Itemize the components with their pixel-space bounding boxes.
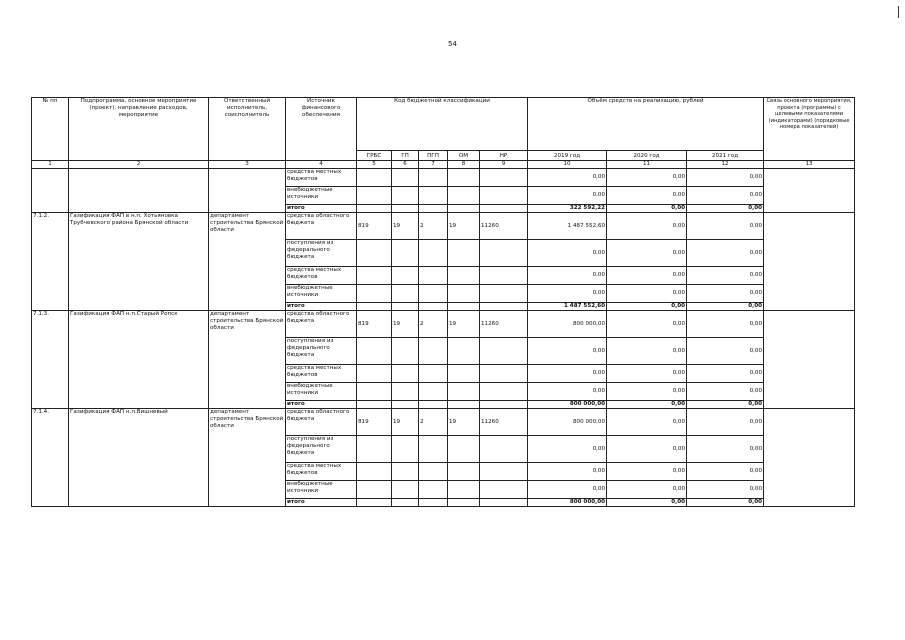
amount-2020: 0,00 — [607, 338, 687, 365]
amount-2021: 0,00 — [687, 169, 764, 187]
scan-edge-mark — [898, 6, 899, 18]
table-row — [32, 409, 855, 436]
header-executor: Ответственный исполнитель, соисполнитель — [209, 98, 286, 161]
column-number: 7 — [419, 161, 448, 169]
code-nr: 11260 — [480, 409, 528, 436]
amount-2020: 0,00 — [607, 463, 687, 481]
item-name: Газификация ФАП н.п.Вишневый — [69, 409, 209, 507]
amount-2020: 0,00 — [607, 436, 687, 463]
code-grbs: 819 — [357, 213, 392, 240]
code-pgp: 2 — [419, 213, 448, 240]
code-grbs: 819 — [357, 409, 392, 436]
amount-2020: 0,00 — [607, 169, 687, 187]
column-number: 2 — [69, 161, 209, 169]
source-cell: итого — [286, 499, 357, 507]
amount-2021: 0,00 — [687, 436, 764, 463]
amount-2019: 800 000,00 — [528, 401, 607, 409]
header-grbs: ГРБС — [357, 151, 392, 161]
column-number: 13 — [764, 161, 855, 169]
amount-2020: 0,00 — [607, 240, 687, 267]
amount-2021: 0,00 — [687, 285, 764, 303]
item-executor: департамент строительства Брянской области — [209, 409, 286, 507]
amount-2021: 0,00 — [687, 205, 764, 213]
source-cell: средства местных бюджетов — [286, 169, 357, 187]
column-number: 1 — [32, 161, 69, 169]
amount-2021: 0,00 — [687, 463, 764, 481]
source-cell: средства местных бюджетов — [286, 267, 357, 285]
header-om: ОМ — [448, 151, 480, 161]
header-year-2021: 2021 год — [687, 151, 764, 161]
code-gp: 19 — [392, 213, 419, 240]
item-name: Газификация ФАП н.п.Старый Ропск — [69, 311, 209, 409]
amount-2019: 0,00 — [528, 383, 607, 401]
column-number: 9 — [480, 161, 528, 169]
header-pgp: ПГП — [419, 151, 448, 161]
source-cell: итого — [286, 205, 357, 213]
amount-2021: 0,00 — [687, 338, 764, 365]
amount-2021: 0,00 — [687, 499, 764, 507]
amount-2020: 0,00 — [607, 213, 687, 240]
amount-2020: 0,00 — [607, 499, 687, 507]
table-row — [32, 169, 855, 187]
source-cell: средства областного бюджета — [286, 213, 357, 240]
item-name: Газификация ФАП в н.п. Хотьяновка Трубчевского района Брянской области — [69, 213, 209, 311]
column-number: 3 — [209, 161, 286, 169]
amount-2021: 0,00 — [687, 311, 764, 338]
amount-2019: 1 487 552,60 — [528, 213, 607, 240]
amount-2021: 0,00 — [687, 409, 764, 436]
source-cell: средства местных бюджетов — [286, 365, 357, 383]
amount-2019: 800 000,00 — [528, 409, 607, 436]
code-pgp: 2 — [419, 311, 448, 338]
amount-2019: 0,00 — [528, 187, 607, 205]
amount-2019: 800 000,00 — [528, 499, 607, 507]
column-number: 6 — [392, 161, 419, 169]
amount-2019: 0,00 — [528, 338, 607, 365]
source-cell: внебюджетные источники — [286, 285, 357, 303]
source-cell: средства областного бюджета — [286, 311, 357, 338]
amount-2019: 1 487 552,60 — [528, 303, 607, 311]
amount-2021: 0,00 — [687, 401, 764, 409]
amount-2020: 0,00 — [607, 365, 687, 383]
amount-2020: 0,00 — [607, 481, 687, 499]
amount-2021: 0,00 — [687, 267, 764, 285]
amount-2019: 0,00 — [528, 463, 607, 481]
source-cell: средства областного бюджета — [286, 409, 357, 436]
source-cell: поступления из федерального бюджета — [286, 338, 357, 365]
source-cell: внебюджетные источники — [286, 481, 357, 499]
column-number: 11 — [607, 161, 687, 169]
amount-2019: 0,00 — [528, 481, 607, 499]
amount-2021: 0,00 — [687, 213, 764, 240]
amount-2019: 0,00 — [528, 267, 607, 285]
amount-2019: 0,00 — [528, 240, 607, 267]
amount-2021: 0,00 — [687, 365, 764, 383]
amount-2020: 0,00 — [607, 409, 687, 436]
header-source: Источник финансового обеспечения — [286, 98, 357, 161]
source-cell: поступления из федерального бюджета — [286, 240, 357, 267]
amount-2020: 0,00 — [607, 383, 687, 401]
amount-2019: 0,00 — [528, 436, 607, 463]
amount-2020: 0,00 — [607, 267, 687, 285]
source-cell: средства местных бюджетов — [286, 463, 357, 481]
amount-2019: 0,00 — [528, 169, 607, 187]
column-number-row — [32, 161, 855, 169]
amount-2020: 0,00 — [607, 285, 687, 303]
header-year-2019: 2019 год — [528, 151, 607, 161]
amount-2020: 0,00 — [607, 311, 687, 338]
header-program: Подпрограмма, основное мероприятие (проект), направление расходов, мероприятие — [69, 98, 209, 161]
amount-2019: 0,00 — [528, 285, 607, 303]
amount-2021: 0,00 — [687, 240, 764, 267]
code-gp: 19 — [392, 409, 419, 436]
source-cell: итого — [286, 303, 357, 311]
column-number: 4 — [286, 161, 357, 169]
table-row — [32, 311, 855, 338]
code-om: 19 — [448, 213, 480, 240]
amount-2020: 0,00 — [607, 401, 687, 409]
amount-2021: 0,00 — [687, 481, 764, 499]
amount-2021: 0,00 — [687, 303, 764, 311]
header-link: Связь основного мероприятия, проекта (программы) с целевыми показателями (индикаторами) (порядковые номера показателей) — [764, 98, 855, 161]
header-gp: ГП — [392, 151, 419, 161]
code-gp: 19 — [392, 311, 419, 338]
code-nr: 11260 — [480, 213, 528, 240]
source-cell: внебюджетные источники — [286, 187, 357, 205]
amount-2020: 0,00 — [607, 187, 687, 205]
budget-table — [31, 97, 855, 507]
code-pgp: 2 — [419, 409, 448, 436]
code-grbs: 819 — [357, 311, 392, 338]
item-executor: департамент строительства Брянской области — [209, 213, 286, 311]
code-om: 19 — [448, 311, 480, 338]
amount-2021: 0,00 — [687, 187, 764, 205]
page-number: 54 — [448, 40, 457, 48]
amount-2020: 0,00 — [607, 303, 687, 311]
source-cell: поступления из федерального бюджета — [286, 436, 357, 463]
column-number: 12 — [687, 161, 764, 169]
amount-2019: 800 000,00 — [528, 311, 607, 338]
header-no: № пп — [32, 98, 69, 161]
item-number: 7.1.3. — [32, 311, 69, 409]
header-volume: Объём средств на реализацию, рублей — [528, 98, 764, 151]
column-number: 8 — [448, 161, 480, 169]
item-number: 7.1.2. — [32, 213, 69, 311]
table-row — [32, 213, 855, 240]
header-budget-code: Код бюджетной классификации — [357, 98, 528, 151]
item-executor: департамент строительства Брянской области — [209, 311, 286, 409]
item-number: 7.1.4. — [32, 409, 69, 507]
amount-2021: 0,00 — [687, 383, 764, 401]
header-year-2020: 2020 год — [607, 151, 687, 161]
source-cell: внебюджетные источники — [286, 383, 357, 401]
amount-2019: 0,00 — [528, 365, 607, 383]
header-nr: НР — [480, 151, 528, 161]
code-om: 19 — [448, 409, 480, 436]
amount-2019: 322 592,22 — [528, 205, 607, 213]
amount-2020: 0,00 — [607, 205, 687, 213]
code-nr: 11260 — [480, 311, 528, 338]
column-number: 10 — [528, 161, 607, 169]
column-number: 5 — [357, 161, 392, 169]
source-cell: итого — [286, 401, 357, 409]
